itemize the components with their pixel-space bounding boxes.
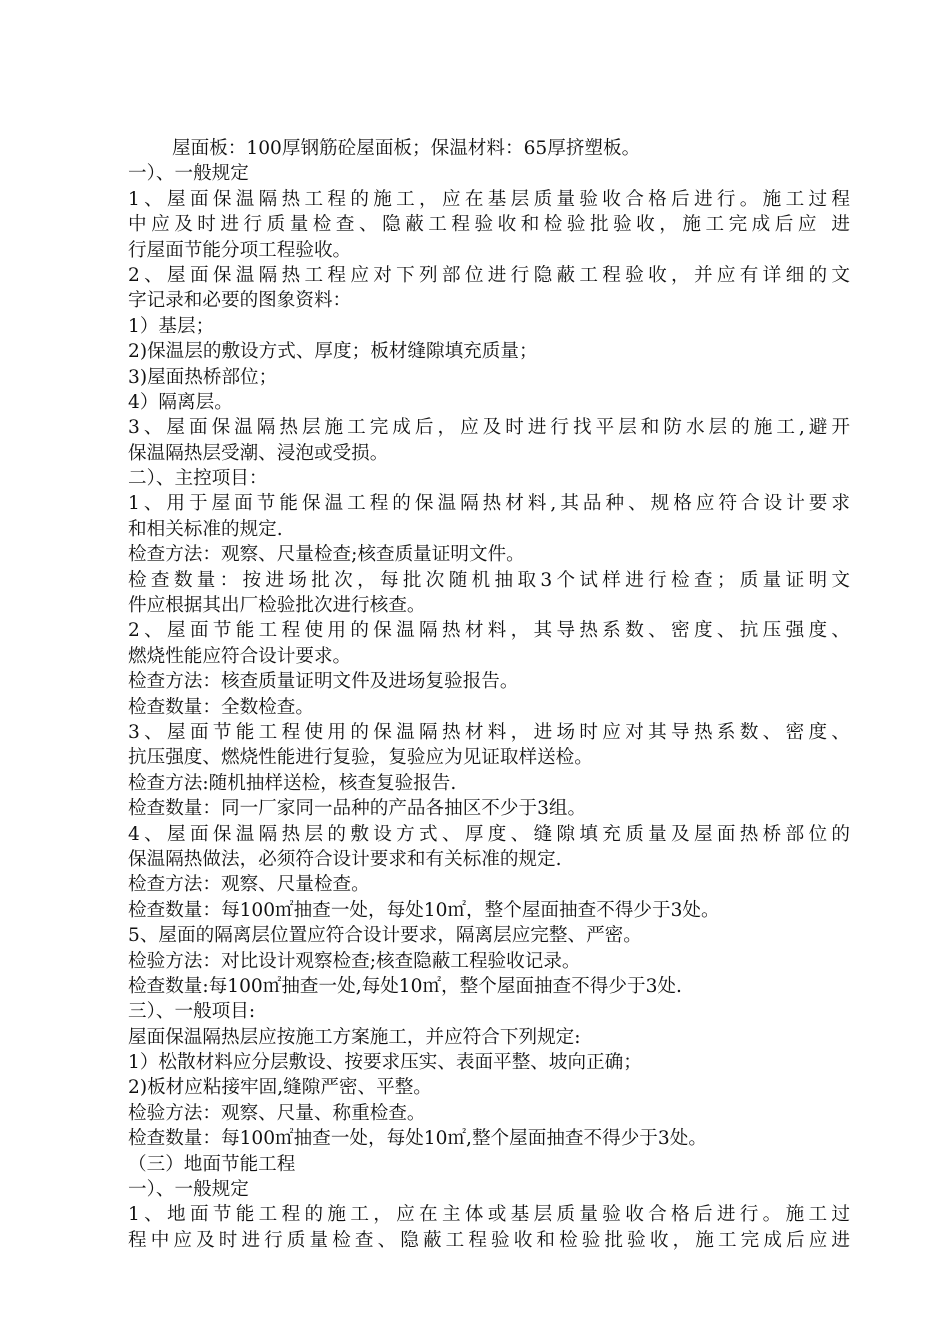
text-line: 检查方法：观察、尺量检查;核查质量证明文件。: [128, 544, 525, 566]
text-line: 屋面保温隔热层应按施工方案施工，并应符合下列规定:: [128, 1026, 581, 1048]
text-line: 程中应及时进行质量检查、隐蔽工程验收和检验批验收，施工完成后应进: [128, 1229, 850, 1251]
list-item: 3)屋面热桥部位；: [128, 366, 278, 388]
text-line: 抗压强度、燃烧性能进行复验，复验应为见证取样送检。: [128, 747, 593, 769]
text-line: 2、屋面节能工程使用的保温隔热材料，其导热系数、密度、抗压强度、: [128, 620, 850, 642]
text-line: 保温隔热做法，必须符合设计要求和有关标准的规定.: [128, 848, 562, 870]
list-item: 4）隔离层。: [128, 391, 233, 413]
section-heading-general-items: 三）、一般项目:: [128, 1001, 256, 1023]
text-line: 中应及时进行质量检查、隐蔽工程验收和检验批验收，施工完成后应 进: [128, 214, 850, 236]
text-line: 检查数量：全数检查。: [128, 696, 314, 718]
text-line: 检验方法：观察、尺量、称重检查。: [128, 1102, 426, 1124]
text-line: 3、屋面节能工程使用的保温隔热材料，进场时应对其导热系数、密度、: [128, 721, 850, 743]
text-line: 2、屋面保温隔热工程应对下列部位进行隐蔽工程验收，并应有详细的文: [128, 264, 850, 286]
text-line: 3、屋面保温隔热层施工完成后，应及时进行找平层和防水层的施工,避开: [128, 417, 850, 439]
text-line: 4、屋面保温隔热层的敷设方式、厚度、缝隙填充质量及屋面热桥部位的: [128, 823, 850, 845]
text-line: 行屋面节能分项工程验收。: [128, 239, 352, 261]
text-line: 保温隔热层受潮、浸泡或受损。: [128, 442, 389, 464]
text-line: 检查数量：每100㎡抽查一处，每处10㎡,整个屋面抽查不得少于3处。: [128, 1128, 707, 1150]
text-line: 检验方法：对比设计观察检查;核查隐蔽工程验收记录。: [128, 950, 581, 972]
text-line: 检查数量：同一厂家同一品种的产品各抽区不少于3组。: [128, 798, 587, 820]
text-line: 检查方法:随机抽样送检，核查复验报告.: [128, 772, 457, 794]
list-item: 1）松散材料应分层敷设、按要求压实、表面平整、坡向正确；: [128, 1052, 642, 1074]
text-line: 件应根据其出厂检验批次进行核查。: [128, 595, 426, 617]
text-line-roof-slab: 屋面板：100厚钢筋砼屋面板；保温材料：65厚挤塑板。: [172, 138, 641, 159]
list-item: 1）基层；: [128, 315, 215, 337]
text-line: 检查数量:每100㎡抽查一处,每处10㎡，整个屋面抽查不得少于3处.: [128, 975, 682, 997]
text-line: 和相关标准的规定.: [128, 518, 283, 540]
text-line: 检查数量：每100㎡抽查一处，每处10㎡，整个屋面抽查不得少于3处。: [128, 899, 720, 921]
list-item: 2)板材应粘接牢固,缝隙严密、平整。: [128, 1077, 432, 1099]
section-heading-main-control: 二）、主控项目：: [128, 468, 268, 490]
document-body: [128, 136, 850, 1253]
list-item: 2)保温层的敷设方式、厚度；板材缝隙填充质量；: [128, 341, 538, 363]
text-line: 1、用于屋面节能保温工程的保温隔热材料,其品种、规格应符合设计要求: [128, 493, 850, 515]
text-line: 检查数量：按进场批次，每批次随机抽取3个试样进行检查；质量证明文: [128, 569, 850, 591]
section-heading-general-rules: 一）、一般规定: [128, 163, 249, 185]
text-line: 检查方法：核查质量证明文件及进场复验报告。: [128, 671, 519, 693]
text-line: 1、屋面保温隔热工程的施工，应在基层质量验收合格后进行。施工过程: [128, 188, 850, 210]
text-line: 1、地面节能工程的施工，应在主体或基层质量验收合格后进行。施工过: [128, 1204, 850, 1226]
text-line: 5、屋面的隔离层位置应符合设计要求，隔离层应完整、严密。: [128, 925, 642, 947]
section-heading-floor-energy: （三）地面节能工程: [128, 1153, 296, 1175]
text-line: 燃烧性能应符合设计要求。: [128, 645, 352, 667]
text-line: 检查方法：观察、尺量检查。: [128, 874, 370, 896]
text-line: 字记录和必要的图象资料：: [128, 290, 352, 312]
section-heading-general-rules: 一）、一般规定: [128, 1179, 249, 1201]
